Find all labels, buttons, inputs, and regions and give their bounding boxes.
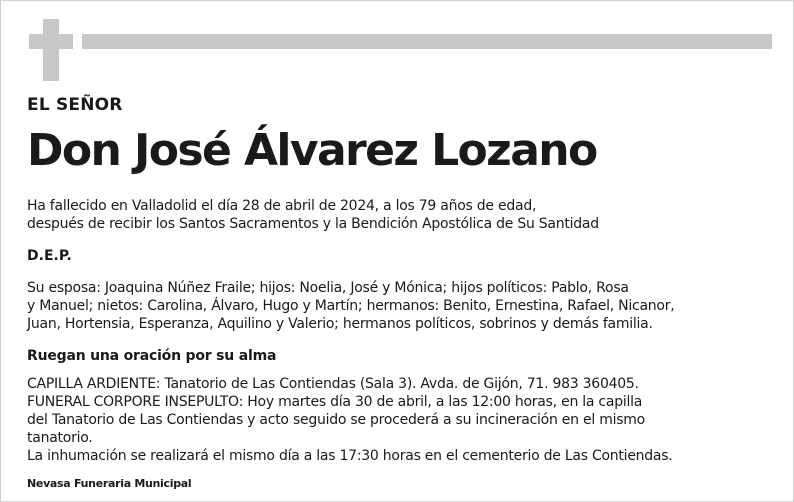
rip-label: D.E.P. (27, 248, 72, 264)
family-list (27, 279, 674, 333)
details-line: La inhumación se realizará el mismo día a las 17:30 horas en el cementerio de Las Contiendas. (27, 448, 673, 464)
death-line: Ha fallecido en Valladolid el día 28 de abril de 2024, a los 79 años de edad, (27, 198, 537, 214)
details-line: FUNERAL CORPORE INSEPULTO: Hoy martes día 30 de abril, a las 12:00 horas, en la capilla (27, 394, 643, 410)
death-announcement (27, 197, 599, 233)
deceased-name: Don José Álvarez Lozano (27, 125, 597, 176)
details-line: CAPILLA ARDIENTE: Tanatorio de Las Contiendas (Sala 3). Avda. de Gijón, 71. 983 360405. (27, 376, 639, 392)
funeral-details (27, 375, 673, 465)
prayer-request: Ruegan una oración por su alma (27, 348, 277, 364)
intro-title: EL SEÑOR (27, 95, 123, 115)
details-line: del Tanatorio de Las Contiendas y acto seguido se procederá a su incineración en el mismo (27, 412, 645, 428)
family-line: y Manuel; nietos: Carolina, Álvaro, Hugo y Martín; hermanos: Benito, Ernestina, Rafael, Nicanor, (27, 298, 675, 314)
latin-cross-icon (29, 19, 73, 81)
funeral-home-name: Nevasa Funeraria Municipal (27, 477, 192, 490)
cross-vertical-bar (43, 19, 59, 81)
header-rule (82, 34, 772, 49)
death-line: después de recibir los Santos Sacramentos y la Bendición Apostólica de Su Santidad (27, 216, 599, 232)
family-line: Su esposa: Joaquina Núñez Fraile; hijos: Noelia, José y Mónica; hijos políticos: Pablo, Rosa (27, 280, 629, 296)
cross-horizontal-bar (29, 34, 73, 49)
details-line: tanatorio. (27, 430, 93, 446)
family-line: Juan, Hortensia, Esperanza, Aquilino y Valerio; hermanos políticos, sobrinos y demás familia. (27, 316, 653, 332)
